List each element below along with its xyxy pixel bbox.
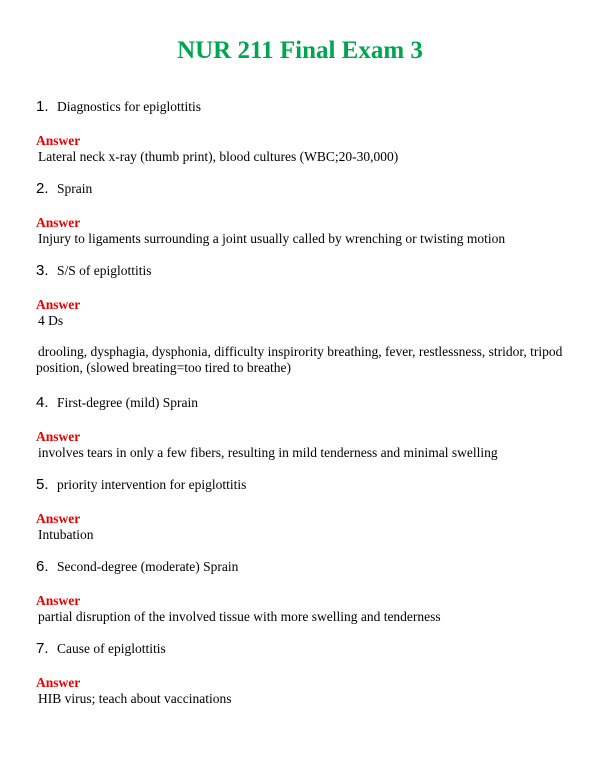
question-text: priority intervention for epiglottitis [57,477,247,492]
question-text: Cause of epiglottitis [57,641,166,656]
question-1 [36,98,201,116]
question-6 [36,558,238,576]
question-number: 6. [36,558,49,575]
question-number: 7. [36,640,49,657]
question-number: 5. [36,476,49,493]
question-7 [36,640,166,658]
answer-text: Intubation [38,527,94,542]
answer-text: Injury to ligaments surrounding a joint usually called by wrenching or twisting motion [38,231,506,246]
qa-item-2 [36,180,506,246]
answer-label: Answer [36,511,81,526]
question-2 [36,180,92,198]
question-text: Diagnostics for epiglottitis [57,99,201,114]
answer-label: Answer [36,297,81,312]
answer-label: Answer [36,133,81,148]
answer-text: Lateral neck x-ray (thumb print), blood cultures (WBC;20-30,000) [38,149,399,164]
question-number: 1. [36,98,49,115]
answer-label: Answer [36,215,81,230]
answer-label: Answer [36,429,81,444]
answer-label: Answer [36,593,81,608]
answer-text-detail: drooling, dysphagia, dysphonia, difficulty inspirority breathing, fever, restlessness, stridor, tripod position, (slowed breating=too tired to breathe) [36,344,563,375]
qa-item-5 [36,476,247,542]
question-number: 3. [36,262,49,279]
qa-item-3 [36,262,576,375]
document-title: NUR 211 Final Exam 3 [177,37,423,64]
question-number: 4. [36,394,49,411]
question-3 [36,262,576,280]
answer-text: partial disruption of the involved tissue with more swelling and tenderness [38,609,441,624]
answer-label: Answer [36,675,81,690]
question-5 [36,476,246,494]
answer-text: involves tears in only a few fibers, resulting in mild tenderness and minimal swelling [38,445,498,460]
answer-text: 4 Ds [38,313,64,328]
question-4 [36,394,198,412]
question-text: Second-degree (moderate) Sprain [57,559,239,574]
question-number: 2. [36,180,49,197]
question-text: S/S of epiglottitis [57,263,152,278]
qa-item-6 [36,558,441,624]
question-text: First-degree (mild) Sprain [57,395,198,410]
answer-text: HIB virus; teach about vaccinations [38,691,232,706]
qa-item-7 [36,640,232,706]
qa-item-4 [36,394,498,460]
qa-item-1 [36,98,399,164]
question-text: Sprain [57,181,93,196]
